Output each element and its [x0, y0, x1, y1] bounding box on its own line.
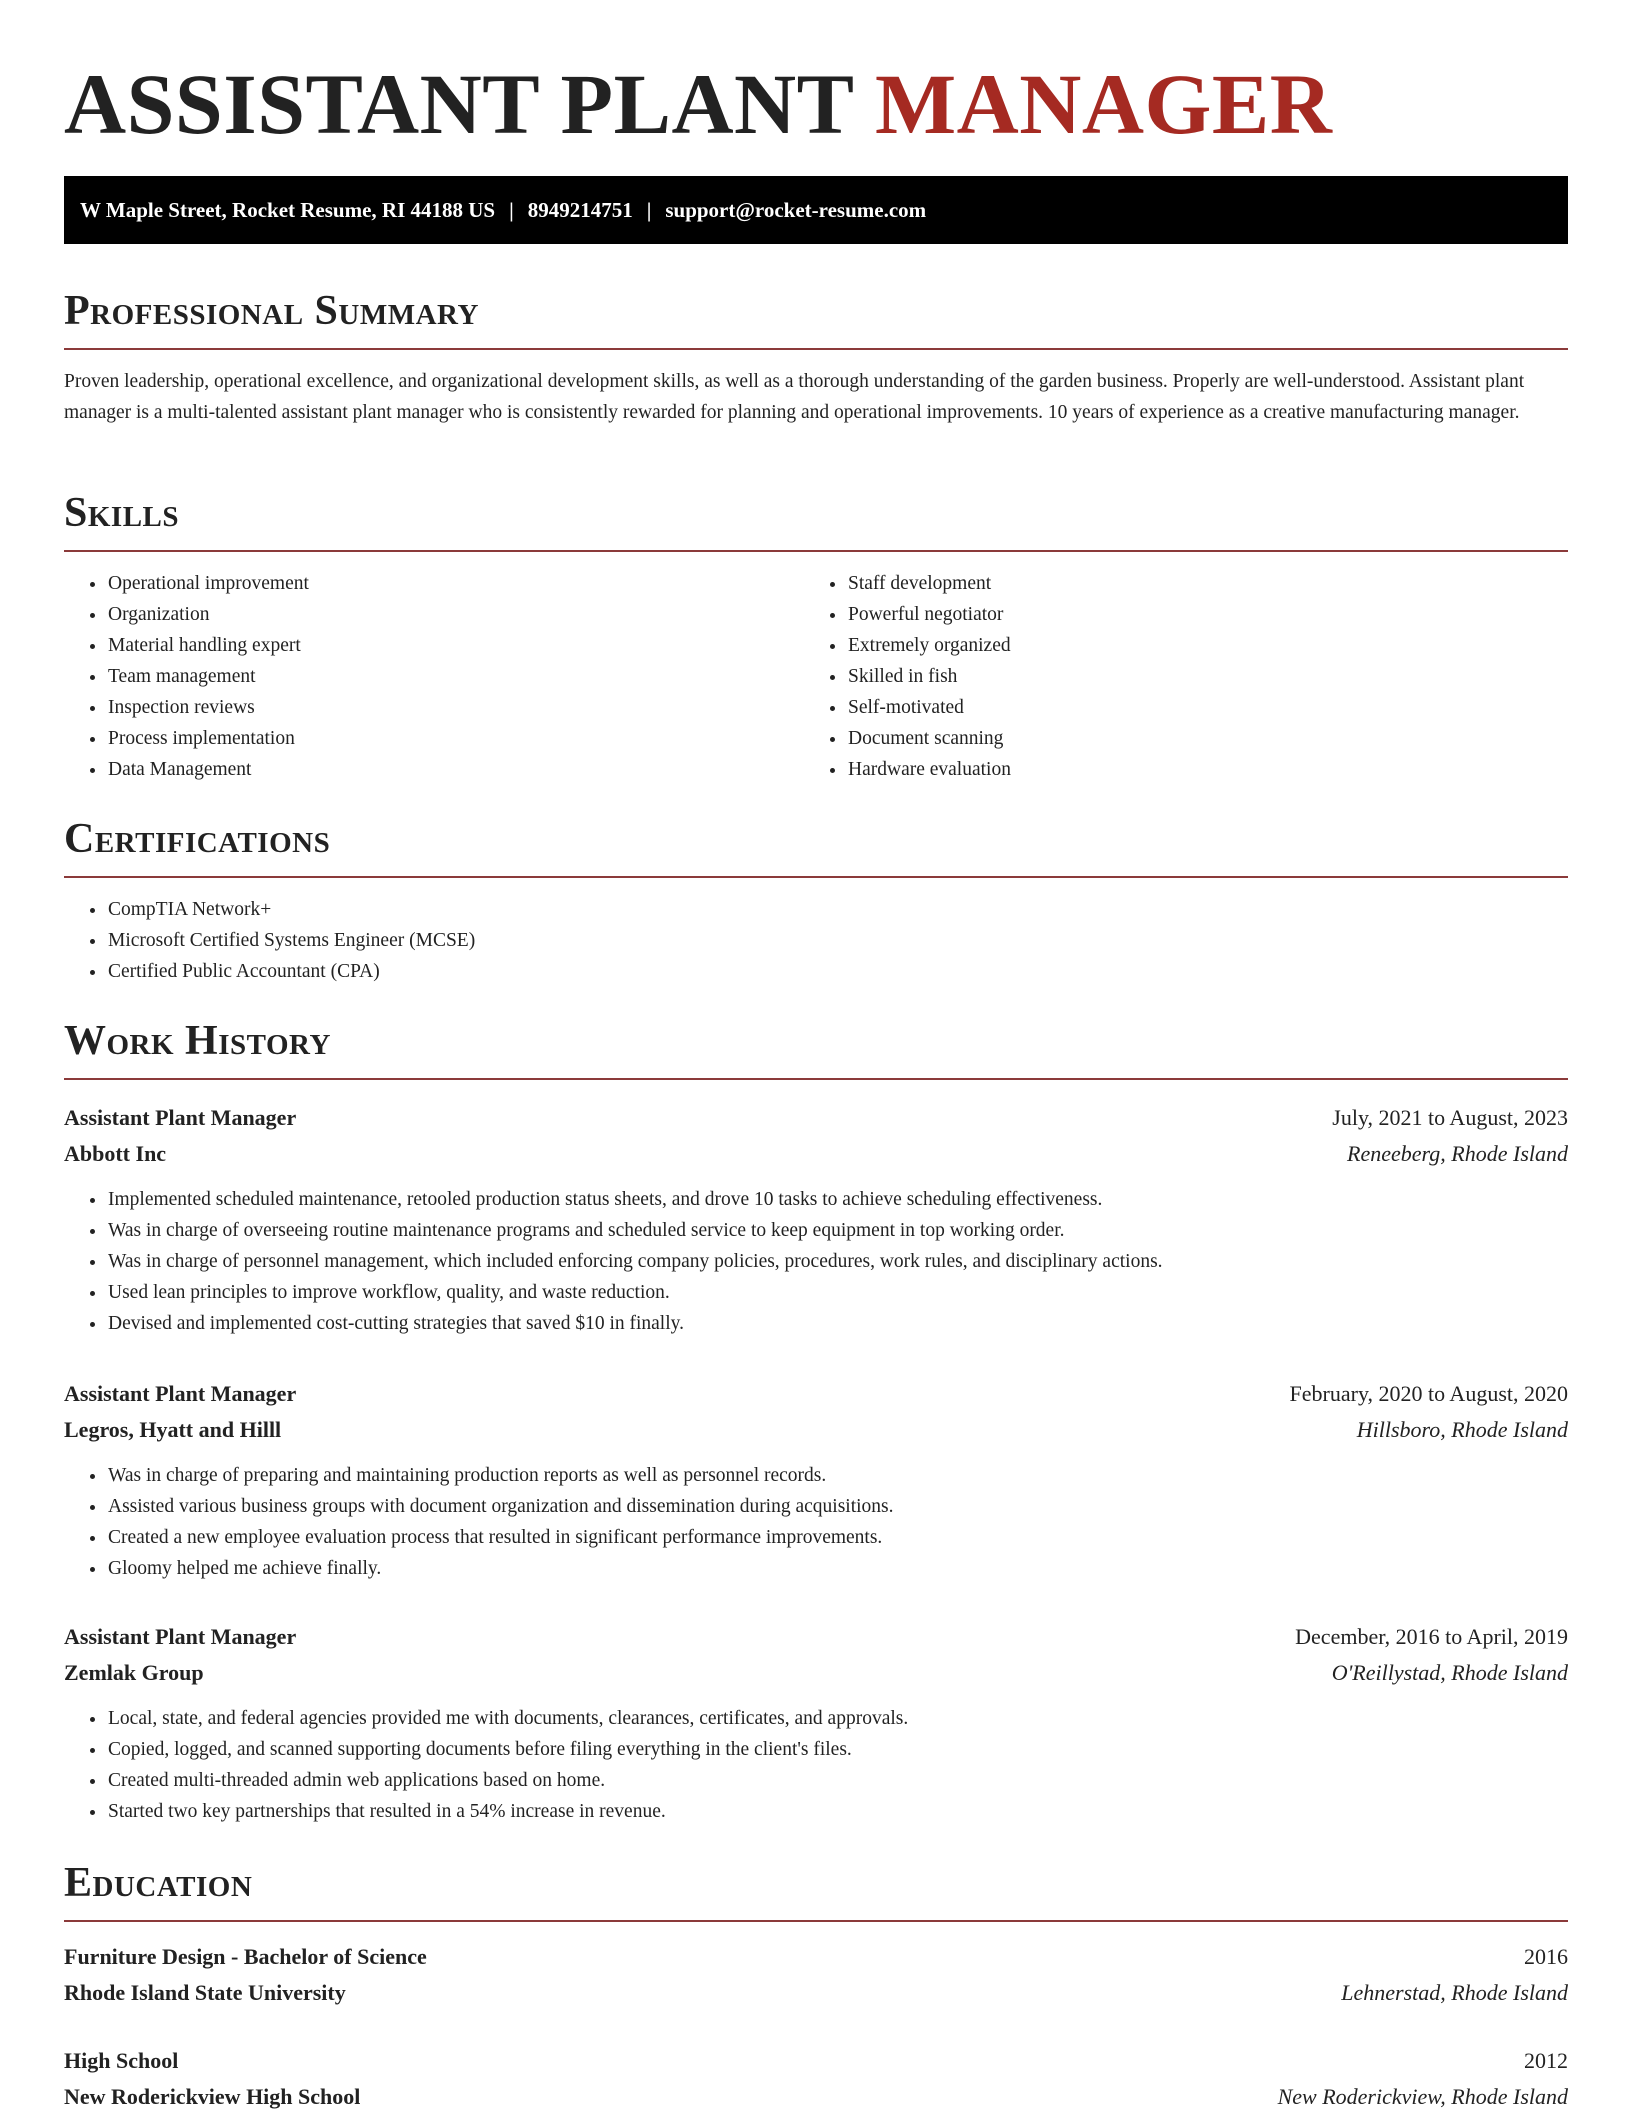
certification-item: • CompTIA Network+ [107, 894, 1568, 925]
job-bullets [64, 1184, 1568, 1339]
job-entry [64, 1376, 1568, 1584]
skill-item: • Organization [107, 599, 804, 630]
certifications-list [64, 894, 1568, 987]
certification-item: • Microsoft Certified Systems Engineer (MCSE) [107, 925, 1568, 956]
skill-item: • Skilled in fish [847, 661, 1544, 692]
job-bullets [64, 1703, 1568, 1827]
work-history-heading: Work History [64, 1018, 1568, 1080]
job-bullets [64, 1460, 1568, 1584]
job-bullet: • Created a new employee evaluation process that resulted in significant performance improvements. [107, 1522, 1568, 1553]
job-location: Hillsboro, Rhode Island [1356, 1417, 1568, 1442]
education-degree: High School [64, 2048, 179, 2073]
skill-item: • Team management [107, 661, 804, 692]
skills-section [64, 490, 1568, 785]
job-company: Abbott Inc [64, 1141, 167, 1166]
skills-list-left [64, 568, 804, 785]
skills-heading: Skills [64, 490, 1568, 552]
job-company: Legros, Hyatt and Hilll [64, 1417, 282, 1442]
education-location: Lehnerstad, Rhode Island [1341, 1980, 1568, 2005]
certification-item: • Certified Public Accountant (CPA) [107, 956, 1568, 987]
contact-bar [64, 176, 1568, 244]
contact-address: W Maple Street, Rocket Resume, RI 44188 US [80, 198, 496, 222]
education-school: Rhode Island State University [64, 1980, 346, 2005]
skill-item: • Process implementation [107, 723, 804, 754]
job-dates: December, 2016 to April, 2019 [1295, 1624, 1568, 1649]
contact-separator: | [646, 198, 652, 222]
title-accent: MANAGER [874, 56, 1333, 152]
summary-heading: Professional Summary [64, 288, 1568, 350]
skill-item: • Document scanning [847, 723, 1544, 754]
skill-item: • Powerful negotiator [847, 599, 1544, 630]
education-school-row [64, 2079, 1568, 2115]
work-history-section [64, 1018, 1568, 1080]
skills-grid [64, 568, 1568, 785]
job-bullet: • Started two key partnerships that resulted in a 54% increase in revenue. [107, 1796, 1568, 1827]
job-title: Assistant Plant Manager [64, 1381, 297, 1406]
education-heading: Education [64, 1860, 1568, 1922]
skill-item: • Staff development [847, 568, 1544, 599]
job-company: Zemlak Group [64, 1660, 204, 1685]
job-title-row [64, 1100, 1568, 1136]
job-company-row [64, 1412, 1568, 1448]
certifications-section [64, 816, 1568, 987]
summary-text: Proven leadership, operational excellence, and organizational development skills, as well as a thorough understanding of the garden business. Properly are well-understood. Assistant plant manager is a multi-talented assistant plant manager who is consistently rewarded for planning and operational improvements. 10 years of experience as a creative manufacturing manager. [64, 371, 1525, 423]
job-bullet: • Copied, logged, and scanned supporting documents before filing everything in the client's files. [107, 1734, 1568, 1765]
job-title: Assistant Plant Manager [64, 1105, 297, 1130]
skills-list-right [804, 568, 1544, 785]
job-bullet: • Used lean principles to improve workflow, quality, and waste reduction. [107, 1277, 1568, 1308]
job-company-row [64, 1655, 1568, 1691]
skills-column-left [64, 568, 804, 785]
education-year: 2016 [1524, 1944, 1568, 1969]
job-bullet: • Created multi-threaded admin web applications based on home. [107, 1765, 1568, 1796]
job-location: O'Reillystad, Rhode Island [1331, 1660, 1568, 1685]
contact-phone[interactable]: 8949214751 [527, 198, 633, 222]
job-bullet: • Local, state, and federal agencies provided me with documents, clearances, certificates, and approvals. [107, 1703, 1568, 1734]
job-bullet: • Gloomy helped me achieve finally. [107, 1553, 1568, 1584]
page-title [64, 58, 1568, 150]
education-section [64, 1860, 1568, 1922]
resume-header [64, 58, 1568, 150]
skills-column-right [804, 568, 1544, 785]
contact-bar-wrapper [64, 176, 1568, 244]
education-degree-row [64, 2043, 1568, 2079]
education-entry [64, 1939, 1568, 2011]
contact-email[interactable]: support@rocket-resume.com [665, 198, 927, 222]
job-bullet: • Was in charge of personnel management, which included enforcing company policies, procedures, work rules, and disciplinary actions. [107, 1246, 1568, 1277]
education-entry [64, 2043, 1568, 2115]
job-title: Assistant Plant Manager [64, 1624, 297, 1649]
job-company-row [64, 1136, 1568, 1172]
skill-item: • Hardware evaluation [847, 754, 1544, 785]
contact-separator: | [509, 198, 514, 222]
education-year: 2012 [1524, 2048, 1568, 2073]
summary-section [64, 288, 1568, 428]
job-entry [64, 1100, 1568, 1339]
skill-item: • Operational improvement [107, 568, 804, 599]
job-title-row [64, 1619, 1568, 1655]
skill-item: • Material handling expert [107, 630, 804, 661]
job-dates: July, 2021 to August, 2023 [1332, 1105, 1568, 1130]
job-bullet: • Was in charge of preparing and maintaining production reports as well as personnel records. [107, 1460, 1568, 1491]
skill-item: • Inspection reviews [107, 692, 804, 723]
skill-item: • Data Management [107, 754, 804, 785]
job-entry [64, 1619, 1568, 1827]
education-school: New Roderickview High School [64, 2084, 361, 2109]
title-main: ASSISTANT PLANT [64, 56, 875, 152]
job-bullet: • Implemented scheduled maintenance, retooled production status sheets, and drove 10 tasks to achieve scheduling effectiveness. [107, 1184, 1568, 1215]
skill-item: • Self-motivated [847, 692, 1544, 723]
job-bullet: • Assisted various business groups with document organization and dissemination during acquisitions. [107, 1491, 1568, 1522]
education-degree-row [64, 1939, 1568, 1975]
education-degree: Furniture Design - Bachelor of Science [64, 1944, 427, 1969]
job-title-row [64, 1376, 1568, 1412]
job-bullet: • Was in charge of overseeing routine maintenance programs and scheduled service to keep equipment in top working order. [107, 1215, 1568, 1246]
job-dates: February, 2020 to August, 2020 [1289, 1381, 1568, 1406]
job-bullet: • Devised and implemented cost-cutting strategies that saved $10 in finally. [107, 1308, 1568, 1339]
education-location: New Roderickview, Rhode Island [1277, 2084, 1568, 2109]
education-school-row [64, 1975, 1568, 2011]
skill-item: • Extremely organized [847, 630, 1544, 661]
certifications-heading: Certifications [64, 816, 1568, 878]
job-location: Reneeberg, Rhode Island [1347, 1141, 1568, 1166]
